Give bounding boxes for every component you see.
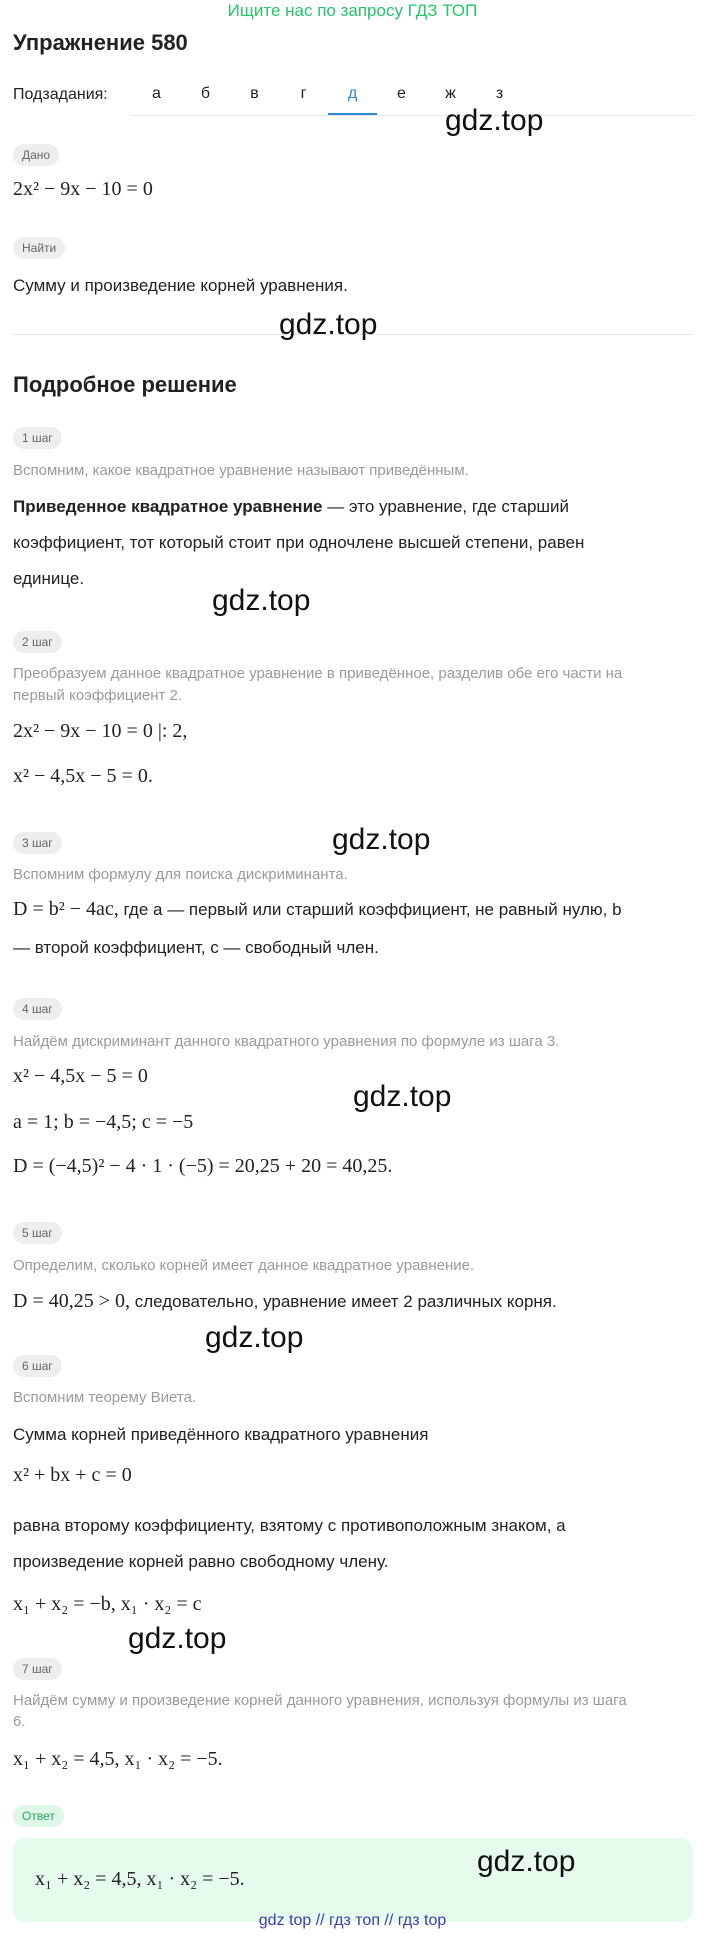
tab-v[interactable]: в <box>250 85 259 102</box>
step-5-line <box>13 1284 557 1320</box>
given-badge: Дано <box>13 144 59 166</box>
step-3-badge: 3 шаг <box>13 832 62 854</box>
step-5-hint: Определим, сколько корней имеет данное квадратное уравнение. <box>13 1257 475 1274</box>
step-6-badge: 6 шаг <box>13 1355 62 1377</box>
step-3-text-1: где a — первый или старший коэффициент, не равный нулю, b <box>118 900 622 919</box>
watermark: gdz.top <box>477 1845 576 1878</box>
watermark: gdz.top <box>279 308 378 341</box>
step-3-hint: Вспомним формулу для поиска дискриминанта. <box>13 866 348 883</box>
watermark: gdz.top <box>128 1622 227 1655</box>
step-4-hint: Найдём дискриминант данного квадратного уравнения по формуле из шага 3. <box>13 1033 560 1050</box>
step-6-text-1: Сумма корней приведённого квадратного уравнения <box>13 1425 429 1444</box>
step-5-formula: D = 40,25 > 0, <box>13 1290 131 1312</box>
tab-b[interactable]: б <box>200 85 211 102</box>
footer-links[interactable]: gdz top // гдз топ // гдз top <box>258 1912 447 1929</box>
step-7-result: x₁ + x₂ = 4,5, x₁ · x₂ = −5. <box>13 1748 223 1770</box>
step-6-equation-1: x² + bx + c = 0 <box>13 1464 132 1486</box>
step-1-line3: единице. <box>13 569 85 588</box>
step-6-vieta: x₁ + x₂ = −b, x₁ · x₂ = c <box>13 1593 202 1615</box>
step-1-hint: Вспомним, какое квадратное уравнение называют приведённым. <box>13 462 469 479</box>
step-3-text-2: — второй коэффициент, c — свободный член. <box>13 938 379 957</box>
tab-z[interactable]: з <box>495 85 504 102</box>
step-7-hint-line1: Найдём сумму и произведение корней данного уравнения, используя формулы из шага <box>13 1692 627 1709</box>
given-equation: 2x² − 9x − 10 = 0 <box>13 178 153 200</box>
search-banner: Ищите нас по запросу ГДЗ ТОП <box>227 1 478 20</box>
watermark: gdz.top <box>205 1321 304 1354</box>
solution-title: Подробное решение <box>13 372 237 397</box>
tab-d-active[interactable]: д <box>328 76 377 115</box>
subtask-tabs <box>132 76 692 116</box>
step-4-discriminant: D = (−4,5)² − 4 · 1 · (−5) = 20,25 + 20 = 40,25. <box>13 1155 393 1177</box>
step-1-term: Приведенное квадратное уравнение <box>13 497 323 516</box>
watermark: gdz.top <box>332 823 431 856</box>
tab-zh[interactable]: ж <box>445 85 456 102</box>
find-text: Сумму и произведение корней уравнения. <box>13 276 348 295</box>
step-2-hint-line1: Преобразуем данное квадратное уравнение в приведённое, разделив обе его части на <box>13 665 623 682</box>
step-3-formula: D = b² − 4ac, <box>13 898 119 920</box>
step-3-formula-line <box>13 892 622 928</box>
step-6-text-3: произведение корней равно свободному члену. <box>13 1552 389 1571</box>
tab-g[interactable]: г <box>300 85 307 102</box>
watermark: gdz.top <box>353 1080 452 1113</box>
step-1-line1: — это уравнение, где старший <box>322 497 570 516</box>
tab-a[interactable]: а <box>152 85 161 102</box>
step-5-text: следовательно, уравнение имеет 2 различных корня. <box>130 1292 557 1311</box>
step-7-hint-line2: 6. <box>13 1713 26 1730</box>
step-2-badge: 2 шаг <box>13 631 62 653</box>
step-2-hint-line2: первый коэффициент 2. <box>13 687 183 704</box>
answer-equation: x₁ + x₂ = 4,5, x₁ · x₂ = −5. <box>35 1868 245 1890</box>
step-1-definition <box>13 489 569 525</box>
subtasks-label: Подзадания: <box>13 86 108 103</box>
step-6-hint: Вспомним теорему Виета. <box>13 1389 197 1406</box>
step-4-badge: 4 шаг <box>13 998 62 1020</box>
watermark: gdz.top <box>212 584 311 617</box>
find-badge: Найти <box>13 237 65 259</box>
step-1-line2: коэффициент, тот который стоит при одночлене высшей степени, равен <box>13 533 585 552</box>
step-4-equation-1: x² − 4,5x − 5 = 0 <box>13 1065 148 1087</box>
step-7-badge: 7 шаг <box>13 1658 62 1680</box>
step-4-coefficients: a = 1; b = −4,5; c = −5 <box>13 1111 194 1133</box>
step-2-equation-2: x² − 4,5x − 5 = 0. <box>13 765 153 787</box>
watermark: gdz.top <box>445 104 544 137</box>
tab-e[interactable]: е <box>397 85 406 102</box>
step-2-equation-1: 2x² − 9x − 10 = 0 |: 2, <box>13 720 188 742</box>
step-5-badge: 5 шаг <box>13 1222 62 1244</box>
answer-badge: Ответ <box>13 1805 64 1827</box>
page-title: Упражнение 580 <box>13 30 188 55</box>
step-6-text-2: равна второму коэффициенту, взятому с противоположным знаком, а <box>13 1516 566 1535</box>
step-1-badge: 1 шаг <box>13 427 62 449</box>
